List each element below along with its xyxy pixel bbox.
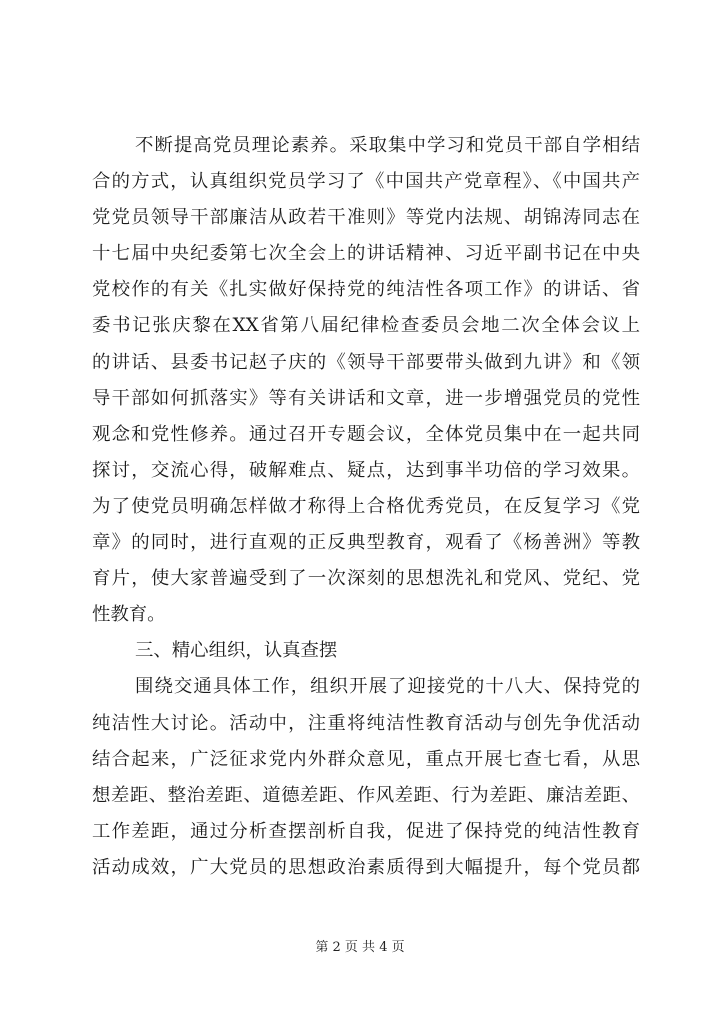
- paragraph-line: 性教育。: [92, 604, 166, 626]
- paragraph-line: 的讲话、县委书记赵子庆的《领导干部要带头做到九讲》和《领: [92, 351, 640, 373]
- paragraph-line: 工作差距，通过分析查摆剖析自我，促进了保持党的纯洁性教育: [92, 820, 640, 842]
- paragraph-line: 想差距、整治差距、道德差距、作风差距、行为差距、廉洁差距、: [92, 784, 640, 806]
- paragraph-line: 党校作的有关《扎实做好保持党的纯洁性各项工作》的讲话、省: [92, 279, 640, 301]
- paragraph-line: 活动成效，广大党员的思想政治素质得到大幅提升，每个党员都: [92, 856, 640, 878]
- paragraph-inspection: [92, 669, 640, 886]
- paragraph-line: 为了使党员明确怎样做才称得上合格优秀党员，在反复学习《党: [92, 495, 640, 517]
- paragraph-line: 结合起来，广泛征求党内外群众意见，重点开展七查七看，从思: [92, 748, 640, 770]
- paragraph-line: 委书记张庆黎在XX省第八届纪律检查委员会地二次全体会议上: [92, 315, 640, 337]
- paragraph-line: 十七届中央纪委第七次全会上的讲话精神、习近平副书记在中央: [92, 243, 640, 265]
- paragraph-line: 探讨，交流心得，破解难点、疑点，达到事半功倍的学习效果。: [92, 459, 640, 481]
- document-body: [92, 128, 640, 886]
- paragraph-line: 党党员领导干部廉洁从政若干准则》等党内法规、胡锦涛同志在: [92, 207, 640, 229]
- paragraph-line: 育片，使大家普遍受到了一次深刻的思想洗礼和党风、党纪、党: [92, 568, 640, 590]
- paragraph-line: 章》的同时，进行直观的正反典型教育，观看了《杨善洲》等教: [92, 532, 640, 554]
- paragraph-line: 合的方式，认真组织党员学习了《中国共产党章程》、《中国共产: [92, 171, 640, 193]
- section-heading: 三、精心组织，认真查摆: [135, 640, 338, 662]
- paragraph-line: 导干部如何抓落实》等有关讲话和文章，进一步增强党员的党性: [92, 387, 640, 409]
- paragraph-line: 观念和党性修养。通过召开专题会议，全体党员集中在一起共同: [92, 423, 640, 445]
- paragraph-theory-study: [92, 128, 640, 633]
- paragraph-line: 纯洁性大讨论。活动中，注重将纯洁性教育活动与创先争优活动: [92, 712, 640, 734]
- paragraph-line: 不断提高党员理论素养。采取集中学习和党员干部自学相结: [135, 135, 640, 156]
- paragraph-line: 围绕交通具体工作，组织开展了迎接党的十八大、保持党的: [135, 676, 640, 698]
- page-number-footer: 第 2 页 共 4 页: [315, 940, 405, 955]
